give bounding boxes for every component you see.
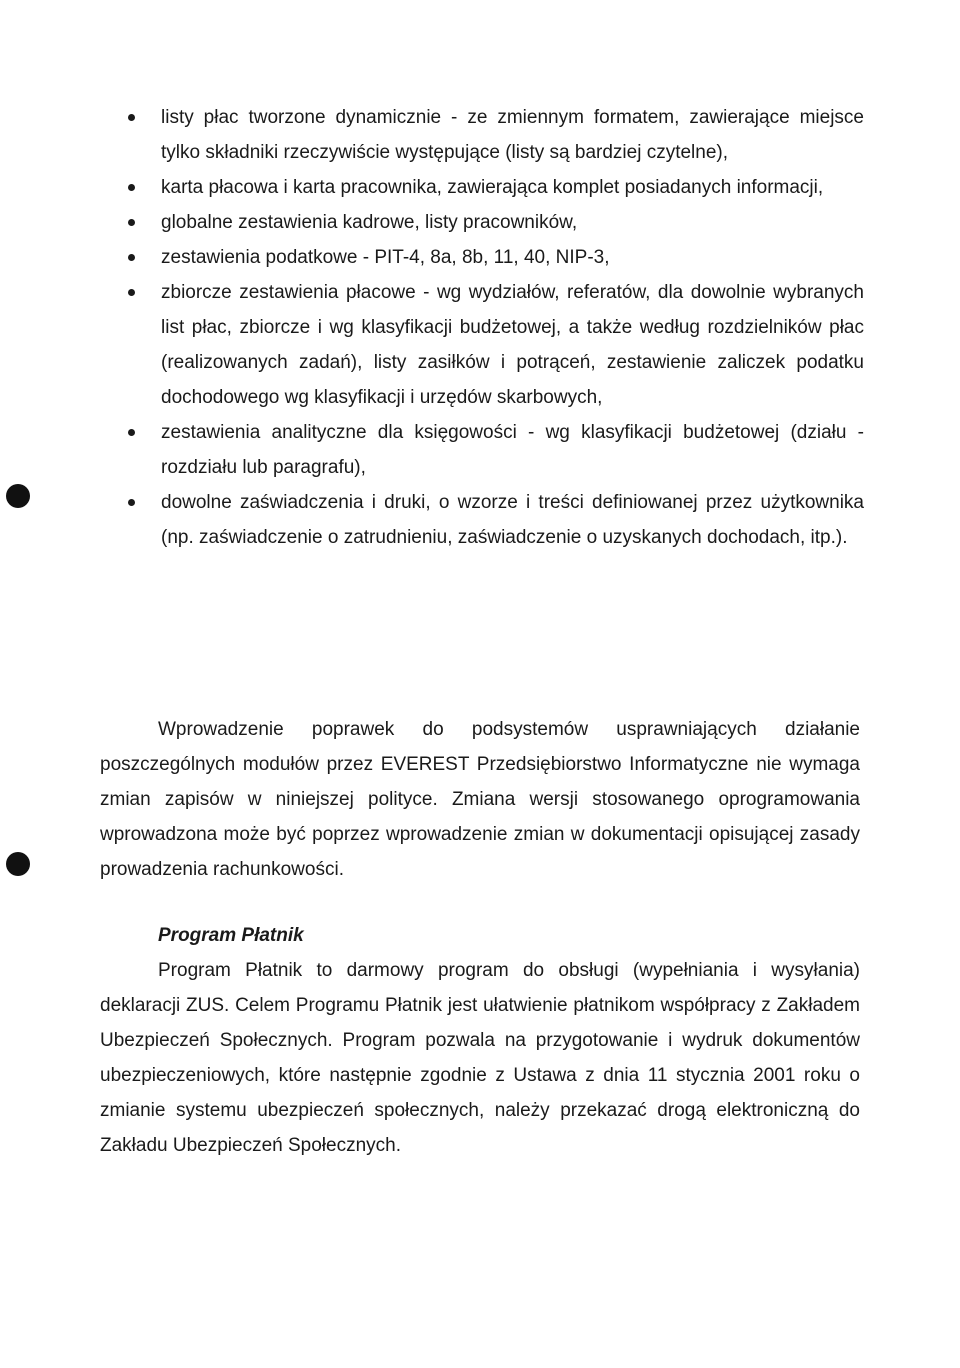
bullet-dot-icon <box>128 254 135 261</box>
bullet-item-7 <box>124 485 864 555</box>
bullet-text: listy płac tworzone dynamicznie - ze zmiennym formatem, zawierające miejsce tylko składniki rzeczywiście występujące (listy są bardziej czytelne), <box>161 107 864 163</box>
bullet-item-2 <box>124 170 864 205</box>
bullet-text: zestawienia analityczne dla księgowości - wg klasyfikacji budżetowej (działu - rozdziału lub paragrafu), <box>161 422 864 478</box>
punch-hole-icon <box>6 484 30 508</box>
bullet-dot-icon <box>128 219 135 226</box>
feature-bullet-list <box>124 100 864 555</box>
bullet-text: globalne zestawienia kadrowe, listy pracowników, <box>161 212 578 233</box>
bullet-dot-icon <box>128 184 135 191</box>
bullet-text: zestawienia podatkowe - PIT-4, 8a, 8b, 11, 40, NIP-3, <box>161 247 610 268</box>
bullet-dot-icon <box>128 429 135 436</box>
punch-hole-icon <box>6 852 30 876</box>
bullet-dot-icon <box>128 499 135 506</box>
body-paragraph-wprowadzenie: Wprowadzenie poprawek do podsystemów usprawniających działanie poszczególnych modułów przez EVEREST Przedsiębiorstwo Informatyczne nie wymaga zmian zapisów w niniejszej polityce. Zmiana wersji stosowanego oprogramowania wprowadzona może być poprzez wprowadzenie zmian w dokumentacji opisującej zasady prowadzenia rachunkowości. <box>100 719 860 880</box>
bullet-dot-icon <box>128 114 135 121</box>
bullet-item-6 <box>124 415 864 485</box>
bullet-text: karta płacowa i karta pracownika, zawierająca komplet posiadanych informacji, <box>161 177 824 198</box>
bullet-dot-icon <box>128 289 135 296</box>
bullet-text: zbiorcze zestawienia płacowe - wg wydziałów, referatów, dla dowolnie wybranych list płac, zbiorcze i wg klasyfikacji budżetowej, a także według rozdzielników płac (realizowanych zadań), listy zasiłków i potrąceń, zestawienie zaliczek podatku dochodowego wg klasyfikacji i urzędów skarbowych, <box>161 282 864 408</box>
bullet-item-4 <box>124 240 864 275</box>
bullet-item-1 <box>124 100 864 170</box>
bullet-item-3 <box>124 205 864 240</box>
section-heading: Program Płatnik <box>158 925 304 946</box>
bullet-item-5 <box>124 275 864 415</box>
bullet-text: dowolne zaświadczenia i druki, o wzorze i treści definiowanej przez użytkownika (np. zaświadczenie o zatrudnieniu, zaświadczenie o uzyskanych dochodach, itp.). <box>161 492 864 548</box>
body-paragraph-platnik: Program Płatnik to darmowy program do obsługi (wypełniania i wysyłania) deklaracji ZUS. Celem Programu Płatnik jest ułatwienie płatnikom współpracy z Zakładem Ubezpieczeń Społecznych. Program pozwala na przygotowanie i wydruk dokumentów ubezpieczeniowych, które następnie zgodnie z Ustawa z dnia 11 stycznia 2001 roku o zmianie systemu ubezpieczeń społecznych, należy przekazać drogą elektroniczną do Zakładu Ubezpieczeń Społecznych. <box>100 960 860 1156</box>
